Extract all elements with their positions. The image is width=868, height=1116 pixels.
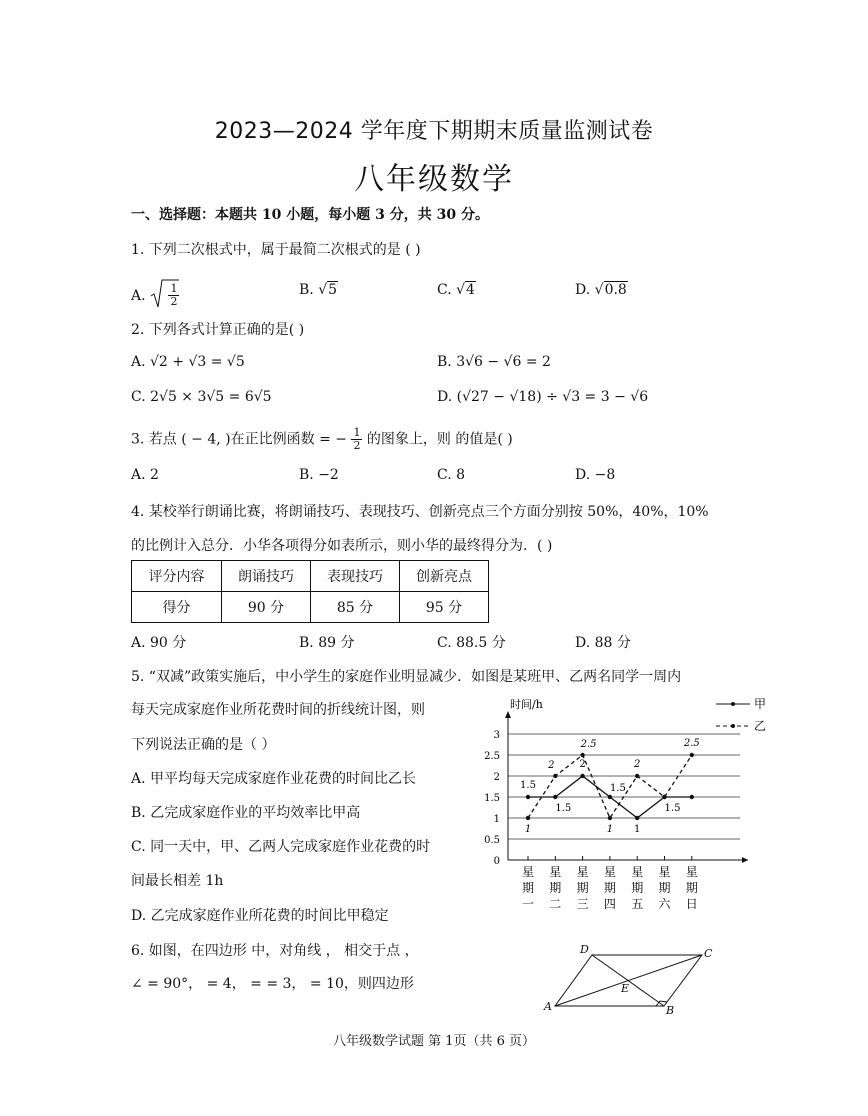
q1-option-d: D. √0.8: [575, 282, 627, 298]
x-tick-label: 三: [576, 897, 589, 911]
y-axis-arrow: [505, 711, 511, 718]
q2-option-d: D. (√27 − √18) ÷ √3 = 3 − √6: [437, 389, 649, 405]
q5-option-d: D. 乙完成家庭作业所花费的时间比甲稳定: [131, 908, 389, 924]
data-label: 1: [606, 824, 614, 835]
q1-option-a: [131, 278, 179, 314]
point-label-e: E: [621, 982, 630, 995]
x-tick-label: 星: [603, 865, 616, 879]
q3-stem-post: 的图象上，则 的值是( ): [366, 431, 513, 448]
q3-stem: [131, 427, 513, 452]
q5-option-c-line1: C. 同一天中，甲、乙两人完成家庭作业花费的时: [131, 839, 431, 855]
x-tick-label: 期: [576, 881, 589, 895]
x-tick-label: 一: [521, 897, 535, 911]
y-tick-label: 2.5: [484, 751, 500, 762]
q6-stem-line1: 6. 如图，在四边形 中，对角线 ， 相交于点 ，: [131, 943, 419, 959]
q1-c-label: C.: [437, 282, 452, 298]
legend-label: 乙: [754, 719, 767, 733]
x-tick-label: 星: [549, 865, 562, 879]
q3-fraction: [351, 427, 362, 452]
table-cell: 得分: [132, 592, 222, 623]
q3-stem-pre: 3. 若点 ( − 4, )在正比例函数 = −: [131, 431, 347, 448]
q1-c-radicand: 4: [466, 282, 475, 298]
data-point: [580, 774, 584, 778]
data-point: [608, 795, 612, 799]
y-tick-label: 2: [493, 772, 500, 783]
data-point: [662, 795, 666, 799]
q3-option-d: D. −8: [575, 467, 616, 483]
data-point: [526, 795, 530, 799]
q5-option-b: B. 乙完成家庭作业的平均效率比甲高: [131, 805, 361, 821]
q2-option-b: B. 3√6 − √6 = 2: [437, 354, 551, 370]
x-axis-arrow: [742, 857, 748, 863]
q1-a-denominator: 2: [170, 294, 178, 308]
data-point: [690, 753, 694, 757]
q4-option-a: A. 90 分: [131, 635, 187, 651]
table-row: [132, 592, 489, 623]
x-tick-label: 期: [603, 881, 616, 895]
y-tick-label: 1: [493, 814, 500, 825]
q1-a-fraction: [168, 283, 179, 308]
q4-option-b: B. 89 分: [299, 635, 355, 651]
q4-stem-line1: 4. 某校举行朗诵比赛，将朗诵技巧、表现技巧、创新亮点三个方面分别按 50%，40%，10%: [131, 504, 709, 520]
y-tick-label: 0: [493, 856, 500, 867]
point-label-b: B: [666, 1004, 675, 1017]
q5-option-a: A. 甲平均每天完成家庭作业花费的时间比乙长: [131, 771, 417, 787]
q1-a-label: A.: [131, 288, 146, 304]
q2-option-c: C. 2√5 × 3√5 = 6√5: [131, 389, 272, 405]
y-axis-label: 时间/h: [510, 698, 543, 711]
x-tick-label: 期: [658, 881, 671, 895]
table-cell: 表现技巧: [311, 561, 400, 592]
x-tick-label: 四: [603, 897, 616, 911]
page-footer: 八年级数学试题 第 1页（共 6 页）: [332, 1034, 536, 1049]
q1-d-radicand: 0.8: [604, 282, 627, 298]
y-tick-label: 3: [493, 730, 500, 741]
table-cell: 85 分: [311, 592, 400, 623]
q1-b-radicand: 5: [328, 282, 338, 298]
data-label: 1.5: [555, 803, 572, 814]
x-tick-label: 二: [549, 897, 562, 911]
table-cell: 朗诵技巧: [222, 561, 311, 592]
q3-option-a: A. 2: [131, 467, 159, 483]
x-tick-label: 星: [631, 865, 644, 879]
q3-fraction-num: 1: [353, 426, 361, 439]
q5-stem-line2: 每天完成家庭作业所花费时间的折线统计图，则: [131, 702, 425, 718]
x-tick-label: 星: [576, 865, 589, 879]
diagonal-bd: [592, 955, 664, 1006]
q1-d-label: D.: [575, 282, 591, 298]
data-label: 2.5: [683, 738, 700, 749]
x-tick-label: 星: [521, 865, 535, 879]
legend-marker: [731, 724, 735, 728]
data-label: 1.5: [609, 783, 626, 794]
data-label: 1: [634, 824, 641, 835]
table-cell: 90 分: [222, 592, 311, 623]
q3-option-b: B. −2: [299, 467, 339, 483]
data-point: [526, 816, 530, 820]
data-point: [553, 795, 557, 799]
data-point: [690, 795, 694, 799]
q1-option-c: C. √4: [437, 282, 475, 298]
data-label: 1.5: [520, 780, 536, 791]
x-tick-label: 五: [631, 897, 644, 911]
data-point: [635, 774, 639, 778]
data-point: [553, 774, 557, 778]
data-point: [635, 816, 639, 820]
x-tick-label: 星: [685, 865, 698, 879]
data-label: 1: [524, 824, 532, 835]
table-cell: 95 分: [400, 592, 489, 623]
data-label: 2: [579, 759, 586, 770]
q1-b-label: B.: [299, 282, 314, 298]
q5-stem-line3: 下列说法正确的是（ ）: [131, 737, 276, 753]
point-label-c: C: [704, 947, 713, 960]
x-tick-label: 日: [685, 897, 698, 911]
data-point: [608, 816, 612, 820]
q4-stem-line2: 的比例计入总分．小华各项得分如表所示，则小华的最终得分为．( ): [131, 538, 553, 554]
x-tick-label: 期: [631, 881, 644, 895]
homework-time-line-chart: [470, 690, 770, 916]
section-heading: 一、选择题：本题共 10 小题，每小题 3 分，共 30 分。: [131, 207, 489, 223]
data-label: 2: [548, 760, 555, 771]
q1-stem: 1. 下列二次根式中，属于最简二次根式的是 ( ): [131, 242, 421, 258]
quadrilateral-figure: [540, 940, 720, 1018]
legend-label: 甲: [754, 697, 767, 711]
table-row: [132, 561, 489, 592]
y-tick-label: 0.5: [484, 835, 500, 846]
table-cell: 创新亮点: [400, 561, 489, 592]
q1-a-numerator: 1: [170, 281, 178, 295]
x-tick-label: 六: [658, 897, 671, 911]
q1-option-b: B. √5: [299, 282, 338, 298]
x-tick-label: 星: [658, 865, 671, 879]
point-label-d: D: [580, 943, 589, 956]
q2-stem: 2. 下列各式计算正确的是( ): [131, 322, 305, 338]
q3-fraction-den: 2: [353, 439, 361, 452]
q5-stem-line1: 5. “双减”政策实施后，中小学生的家庭作业明显减少．如图是某班甲、乙两名同学一周内: [131, 669, 682, 685]
data-label: 2: [634, 759, 641, 770]
q3-option-c: C. 8: [437, 467, 466, 483]
legend-marker: [731, 702, 735, 706]
q5-option-c-line2: 间最长相差 1h: [131, 873, 224, 889]
x-tick-label: 期: [521, 881, 535, 895]
y-tick-label: 1.5: [484, 793, 500, 804]
x-tick-label: 期: [685, 881, 698, 895]
score-table: [131, 560, 489, 623]
q6-stem-line2: ∠ = 90°， = 4， = = 3， = 10，则四边形: [131, 976, 414, 992]
q4-option-d: D. 88 分: [575, 635, 631, 651]
data-point: [580, 753, 584, 757]
x-tick-label: 期: [549, 881, 562, 895]
exam-title: 2023—2024 学年度下期期末质量监测试卷: [214, 119, 654, 144]
data-label: 1.5: [664, 803, 681, 814]
table-cell: 评分内容: [132, 561, 222, 592]
data-label: 2.5: [580, 739, 597, 750]
q2-option-a: A. √2 + √3 = √5: [131, 354, 245, 370]
point-label-a: A: [544, 1000, 552, 1013]
q4-option-c: C. 88.5 分: [437, 635, 506, 651]
exam-subtitle: 八年级数学: [354, 162, 514, 197]
